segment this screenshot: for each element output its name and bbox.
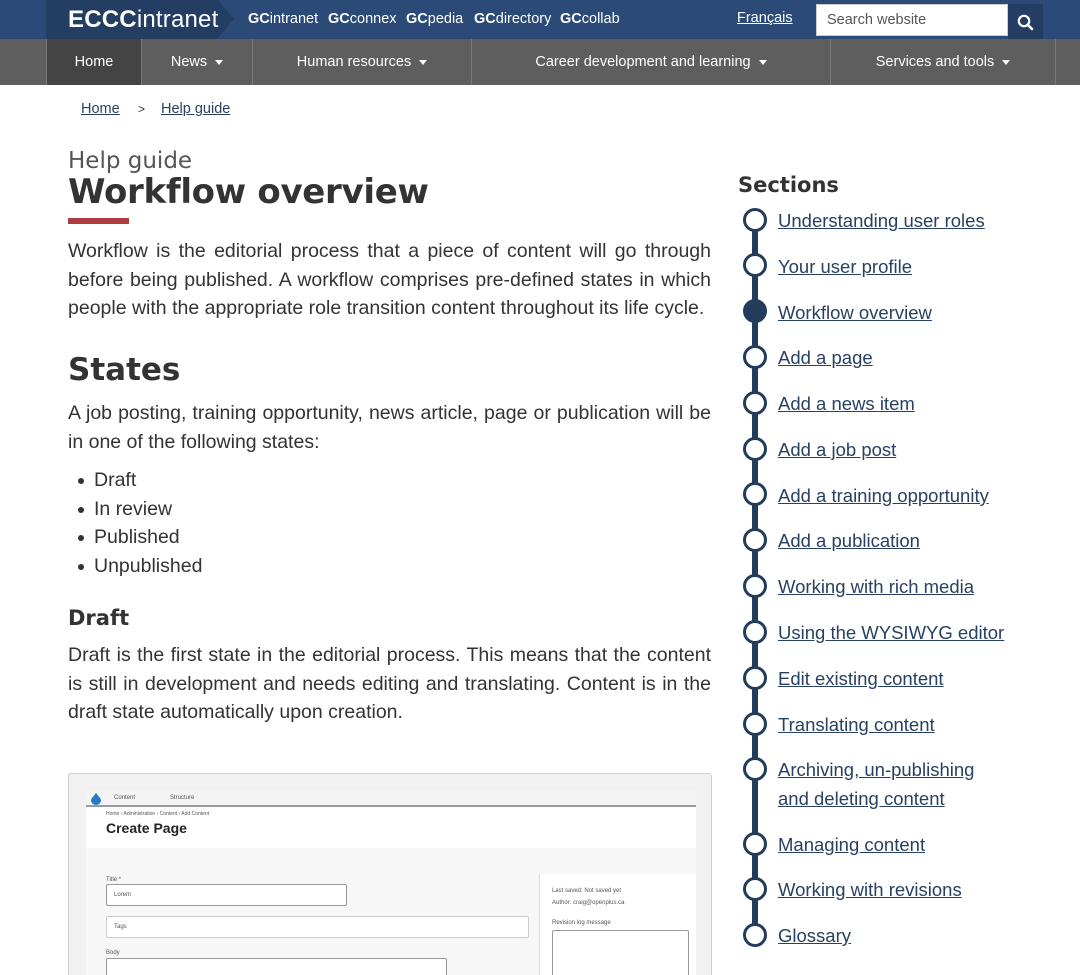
list-item: Published xyxy=(94,523,202,552)
screenshot-author: Author: craig@openplus.ca xyxy=(552,900,625,906)
section-link-add-a-training-opportunity[interactable]: Add a training opportunity xyxy=(778,485,989,506)
section-link-understanding-user-roles[interactable]: Understanding user roles xyxy=(778,210,985,231)
timeline-node xyxy=(743,923,767,947)
nav-item-home[interactable] xyxy=(46,39,141,85)
section-link-using-the-wysiwyg-editor[interactable]: Using the WYSIWYG editor xyxy=(778,622,1005,643)
create-page-screenshot xyxy=(68,773,712,975)
screenshot-last-saved: Last saved: Not saved yet xyxy=(552,888,622,894)
screenshot-body-label: Body xyxy=(106,950,120,956)
list-item: In review xyxy=(94,495,202,524)
screenshot-tab-content: Content xyxy=(114,795,136,801)
brand-logo-link[interactable]: ECCCintranet xyxy=(68,6,219,33)
chevron-down-icon xyxy=(419,60,427,65)
gcintranet-link[interactable]: GCintranet xyxy=(248,11,319,27)
timeline-node xyxy=(743,345,767,369)
screenshot-revision-label: Revision log message xyxy=(552,920,611,926)
language-toggle-link[interactable]: Français xyxy=(737,10,793,26)
timeline-node xyxy=(743,620,767,644)
timeline-node xyxy=(743,528,767,552)
screenshot-tab-structure: Structure xyxy=(170,795,195,801)
top-bar xyxy=(0,0,1080,39)
timeline-node xyxy=(743,877,767,901)
sections-heading: Sections xyxy=(738,173,839,197)
intro-paragraph: Workflow is the editorial process that a piece of content will go through before being published. A workflow comprises pre-defined states in which people with the appropriate role transition content throughout its life cycle. xyxy=(68,240,711,320)
section-link-workflow-overview[interactable]: Workflow overview xyxy=(778,302,932,323)
section-link-add-a-publication[interactable]: Add a publication xyxy=(778,530,920,551)
nav-item-career-development[interactable] xyxy=(471,39,830,85)
screenshot-body-editor xyxy=(106,958,447,975)
search-button[interactable] xyxy=(1008,4,1043,39)
screenshot-title-label: Title * xyxy=(106,877,122,883)
list-item: Draft xyxy=(94,466,202,495)
breadcrumb-help-guide[interactable]: Help guide xyxy=(161,101,231,117)
nav-item-label: Career development and learning xyxy=(535,54,751,70)
section-link-managing-content[interactable]: Managing content xyxy=(778,834,926,855)
nav-item-label: Services and tools xyxy=(875,54,995,70)
states-heading: States xyxy=(68,352,181,388)
list-item: Unpublished xyxy=(94,552,202,581)
section-link-archiving-unpublishing-deleting[interactable]: Archiving, un-publishing and deleting content xyxy=(778,759,975,809)
breadcrumb-home[interactable]: Home xyxy=(81,101,120,117)
section-link-add-a-news-item[interactable]: Add a news item xyxy=(778,393,915,414)
section-link-glossary[interactable]: Glossary xyxy=(778,925,851,946)
screenshot-canvas xyxy=(86,790,696,975)
timeline-node xyxy=(743,574,767,598)
section-link-working-with-revisions[interactable]: Working with revisions xyxy=(778,879,962,900)
nav-item-label: News xyxy=(170,54,208,70)
states-intro: A job posting, training opportunity, news article, page or publication will be in one of the following states: xyxy=(68,402,711,453)
screenshot-breadcrumb: Home › Administration › Content › Add Content xyxy=(106,811,210,817)
gcpedia-link[interactable]: GCpedia xyxy=(406,11,464,27)
timeline-node xyxy=(743,712,767,736)
gcdirectory-link[interactable]: GCdirectory xyxy=(474,11,552,27)
draft-heading: Draft xyxy=(68,606,130,630)
chevron-down-icon xyxy=(215,60,223,65)
section-link-edit-existing-content[interactable]: Edit existing content xyxy=(778,668,944,689)
section-link-translating-content[interactable]: Translating content xyxy=(778,714,935,735)
timeline-node xyxy=(743,391,767,415)
timeline-node xyxy=(743,253,767,277)
page-kicker: Help guide xyxy=(68,148,193,174)
title-underline xyxy=(68,218,129,224)
screenshot-side-panel xyxy=(539,874,696,975)
page-title: Workflow overview xyxy=(68,172,429,212)
nav-item-human-resources[interactable] xyxy=(252,39,471,85)
chevron-down-icon xyxy=(1002,60,1010,65)
screenshot-tags-field xyxy=(106,916,529,938)
section-link-working-with-rich-media[interactable]: Working with rich media xyxy=(778,576,975,597)
gccollab-link[interactable]: GCcollab xyxy=(560,11,620,27)
timeline-node xyxy=(743,208,767,232)
screenshot-toolbar xyxy=(86,790,696,807)
timeline-node xyxy=(743,482,767,506)
nav-item-label: Home xyxy=(74,54,114,70)
screenshot-revision-field xyxy=(552,930,689,975)
section-link-your-user-profile[interactable]: Your user profile xyxy=(778,256,913,277)
search-icon xyxy=(1008,4,1043,39)
timeline-node-active xyxy=(743,299,767,323)
screenshot-page-title: Create Page xyxy=(106,820,187,836)
chevron-down-icon xyxy=(759,60,767,65)
timeline-node xyxy=(743,832,767,856)
nav-item-label: Human resources xyxy=(296,54,412,70)
drupal-drop-icon xyxy=(90,792,102,805)
main-navigation xyxy=(0,39,1080,85)
brand-arrow xyxy=(218,0,234,38)
nav-item-services-tools[interactable] xyxy=(830,39,1056,85)
timeline-node xyxy=(743,666,767,690)
gcconnex-link[interactable]: GCconnex xyxy=(328,11,397,27)
timeline-node xyxy=(743,437,767,461)
screenshot-tags-label: Tags xyxy=(114,924,127,930)
section-link-add-a-job-post[interactable]: Add a job post xyxy=(778,439,897,460)
screenshot-title-field: Lorem xyxy=(106,884,347,906)
draft-paragraph: Draft is the first state in the editorial process. This means that the content is still in development and needs editing and translating. Content is in the draft state automatically upon creation. xyxy=(68,644,711,724)
section-link-add-a-page[interactable]: Add a page xyxy=(778,347,873,368)
breadcrumb-separator: > xyxy=(138,102,146,116)
timeline-node xyxy=(743,757,767,781)
search-input[interactable] xyxy=(816,4,1008,36)
nav-item-news[interactable] xyxy=(141,39,252,85)
states-list xyxy=(94,466,202,580)
